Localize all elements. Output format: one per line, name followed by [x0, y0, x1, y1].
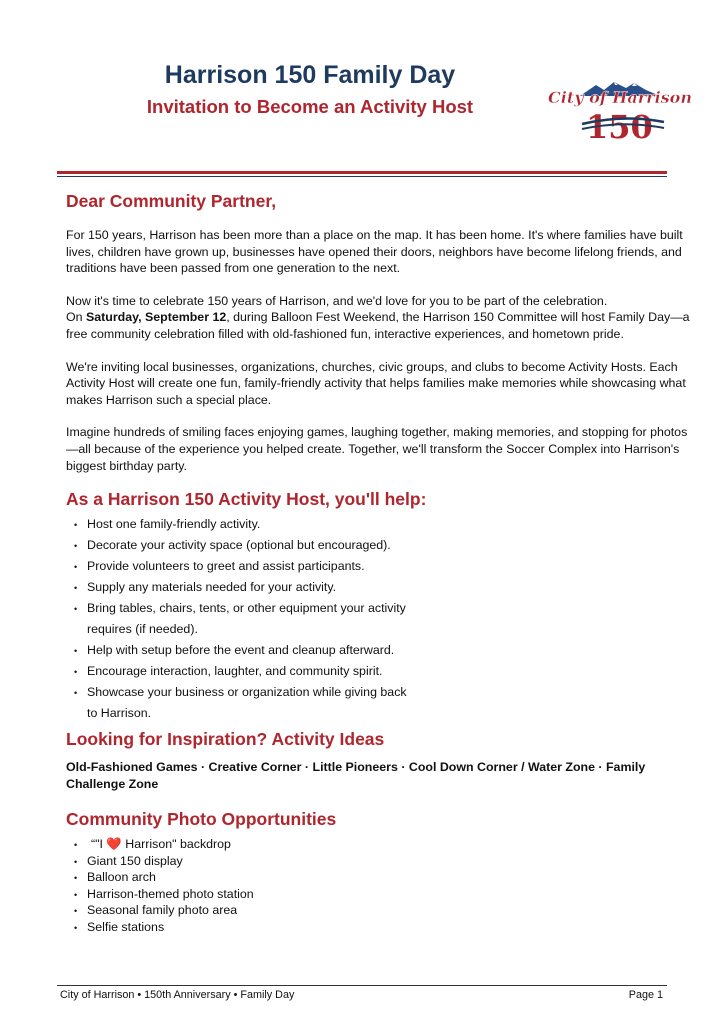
- paragraph-celebrate-pre: On: [66, 310, 86, 325]
- paragraph-celebrate-post: , during Balloon Fest Weekend, the Harrison 150 Committee will host Family Day—a free community celebration filled with old-fashioned fun, interactive experiences, and hometown pride.: [66, 310, 690, 341]
- list-item: • Seasonal family photo area: [66, 902, 696, 919]
- list-item: • Provide volunteers to greet and assist participants.: [66, 556, 696, 577]
- page-number: Page 1: [628, 989, 663, 1001]
- list-item: • Decorate your activity space (optional but encouraged).: [66, 535, 696, 556]
- paragraph-intro: For 150 years, Harrison has been more than a place on the map. It has been home. It's where families have built lives, children have grown up, businesses have opened their doors, neighbors have become lifelong friends, and traditions have been passed from one generation to the next.: [66, 228, 683, 276]
- photo-opportunities-list: [66, 836, 696, 935]
- event-date: Saturday, September 12: [85, 310, 227, 325]
- ideas-section-heading: Looking for Inspiration? Activity Ideas: [66, 729, 385, 750]
- list-item: • Harrison-themed photo station: [66, 886, 696, 903]
- list-item: • Help with setup before the event and cleanup afterward.: [66, 640, 696, 661]
- list-item: • Showcase your business or organization while giving back to Harrison.: [66, 682, 407, 724]
- paragraph-celebrate-line1: Now it's time to celebrate 150 years of Harrison, and we'd love for you to be part of the celebration.: [66, 293, 608, 308]
- list-item: • Bring tables, chairs, tents, or other equipment your activity requires (if needed).: [66, 598, 407, 640]
- list-item: • Giant 150 display: [66, 853, 696, 870]
- logo-script-text: City of Harrison: [548, 88, 692, 107]
- photo-section-heading: Community Photo Opportunities: [66, 809, 337, 830]
- page-subtitle: Invitation to Become an Activity Host: [146, 96, 474, 117]
- host-section-heading: As a Harrison 150 Activity Host, you'll help:: [66, 489, 427, 510]
- heart-icon: ❤️: [106, 837, 122, 852]
- paragraph-imagine: Imagine hundreds of smiling faces enjoying games, laughing together, making memories, and stopping for photos—all because of the experience you helped create. Together, we'll transform the Soccer Complex into Harrison's biggest birthday party.: [66, 425, 688, 473]
- page-title: Harrison 150 Family Day: [164, 61, 456, 89]
- letter-body: [66, 190, 696, 935]
- greeting-heading: Dear Community Partner,: [66, 191, 277, 211]
- header-divider-navy: [57, 176, 667, 177]
- host-duties-list: [66, 514, 696, 724]
- paragraph-celebrate: [66, 293, 696, 343]
- list-item: • Encourage interaction, laughter, and community spirit.: [66, 661, 696, 682]
- list-item: • Supply any materials needed for your activity.: [66, 577, 696, 598]
- footer-divider: [57, 985, 667, 986]
- logo-150-text: 150: [586, 108, 653, 146]
- list-item: • Host one family-friendly activity.: [66, 514, 696, 535]
- header-divider-red: [57, 171, 667, 174]
- footer-text: City of Harrison • 150th Anniversary • Family Day: [60, 989, 295, 1001]
- paragraph-invite: We're inviting local businesses, organizations, churches, civic groups, and clubs to become Activity Hosts. Each Activity Host will create one fun, family-friendly activity that helps families make memories while showcasing what makes Harrison such a special place.: [66, 359, 686, 407]
- activity-ideas: Old-Fashioned Games · Creative Corner · Little Pioneers · Cool Down Corner / Water Zone · Family Challenge Zone: [66, 760, 646, 792]
- harrison-150-logo: [548, 76, 692, 146]
- list-item: • “"I ❤️ Harrison" backdrop: [66, 836, 696, 853]
- list-item: • Balloon arch: [66, 869, 696, 886]
- list-item: • Selfie stations: [66, 919, 696, 936]
